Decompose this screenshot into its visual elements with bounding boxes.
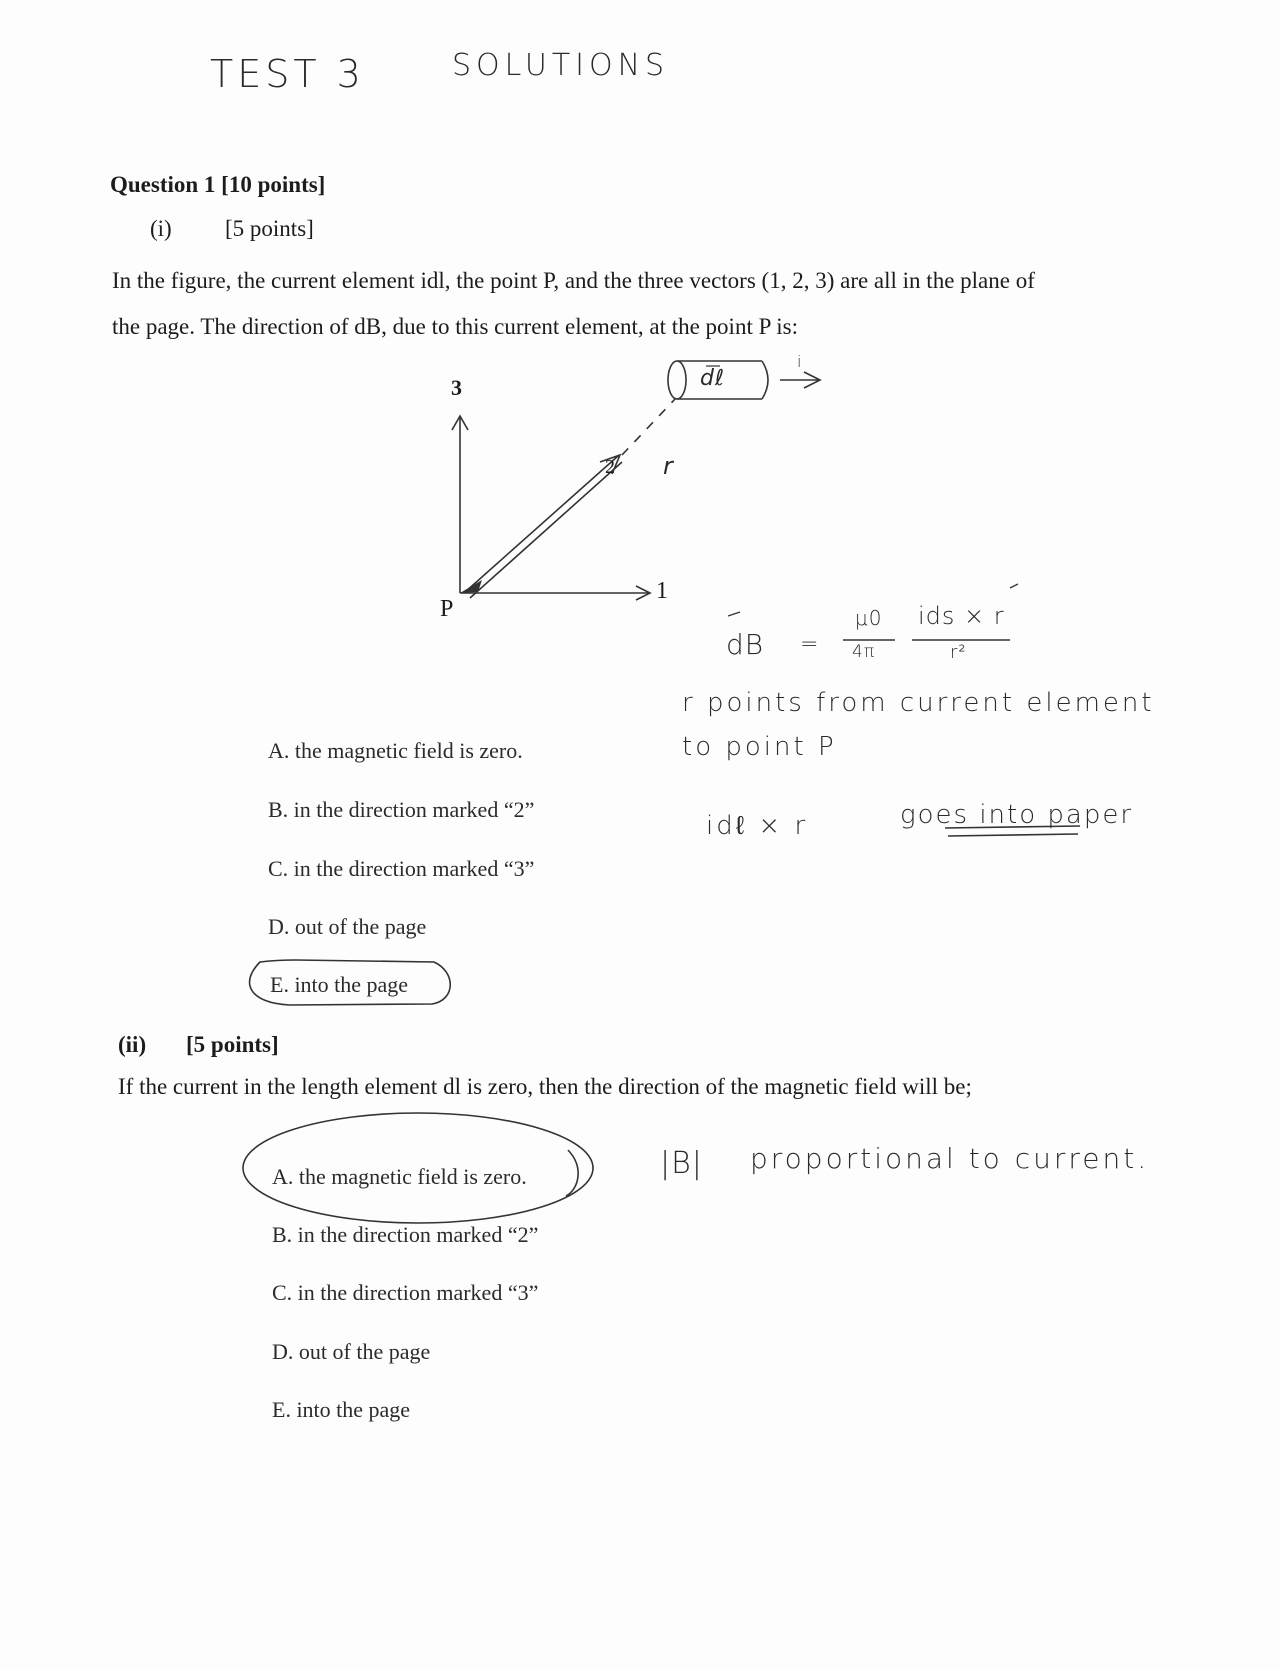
- note-b-magnitude: |B|: [660, 1146, 703, 1181]
- db-vector-hat: [728, 612, 740, 616]
- formula-denominator: r²: [950, 642, 967, 663]
- part-i-option-e: E. into the page: [270, 972, 409, 997]
- part-i-label: (i): [150, 216, 172, 241]
- formula-db: dB: [726, 628, 765, 661]
- part-i-points: [5 points]: [225, 216, 314, 241]
- part-i-option-b: B. in the direction marked “2”: [268, 797, 535, 822]
- r-vector-hat: [1010, 584, 1018, 588]
- part-ii-option-d: D. out of the page: [272, 1339, 431, 1364]
- formula-numerator: ids × r: [918, 602, 1005, 630]
- part-i-prompt-line2: the page. The direction of dB, due to this current element, at the point P is:: [112, 314, 799, 339]
- cylinder-front: [762, 361, 768, 399]
- part-ii-prompt: If the current in the length element dl is zero, then the direction of the magnetic field will be;: [118, 1074, 972, 1099]
- part-ii-option-a: A. the magnetic field is zero.: [272, 1164, 527, 1189]
- cylinder-end: [668, 361, 686, 399]
- header-title: TEST 3: [210, 52, 365, 96]
- part-i-prompt-line1: In the figure, the current element idl, the point P, and the three vectors (1, 2, 3) are all in the plane of: [112, 268, 1035, 293]
- part-i-option-c: C. in the direction marked “3”: [268, 856, 535, 881]
- answer-paren-part-ii: [566, 1150, 578, 1196]
- vector-2-line-b: [470, 462, 622, 598]
- note-r-points: r points from current element: [682, 688, 1155, 718]
- part-ii-points: [5 points]: [186, 1032, 279, 1057]
- formula-mu0: μ0: [855, 606, 883, 630]
- part-i-option-a: A. the magnetic field is zero.: [268, 738, 523, 763]
- note-proportional: proportional to current.: [750, 1142, 1150, 1175]
- part-ii-option-c: C. in the direction marked “3”: [272, 1280, 539, 1305]
- note-to-point-p: to point P: [682, 732, 837, 762]
- into-paper-underline-2: [948, 834, 1078, 836]
- part-i-option-d: D. out of the page: [268, 914, 427, 939]
- header-subtitle: SOLUTIONS: [452, 48, 670, 83]
- note-cross-product: idℓ × r: [706, 811, 809, 841]
- part-ii-option-e: E. into the page: [272, 1397, 411, 1422]
- vector-2-label: 2: [605, 456, 615, 478]
- dl-label: dℓ: [700, 366, 726, 391]
- r-label: r: [663, 452, 674, 480]
- point-p-label: P: [440, 596, 454, 622]
- vector-1-label: 1: [656, 578, 668, 604]
- question-heading: Question 1 [10 points]: [110, 172, 326, 197]
- part-ii-option-b: B. in the direction marked “2”: [272, 1222, 539, 1247]
- note-into-paper: goes into paper: [900, 800, 1134, 830]
- current-label: i: [797, 352, 803, 371]
- part-ii-label: (ii): [118, 1032, 147, 1057]
- formula-4pi: 4π: [852, 642, 876, 662]
- formula-equals: =: [800, 632, 820, 657]
- vector-3-label: 3: [451, 375, 462, 400]
- dashed-r-line: [622, 398, 676, 455]
- vector-2-line-a: [464, 456, 618, 593]
